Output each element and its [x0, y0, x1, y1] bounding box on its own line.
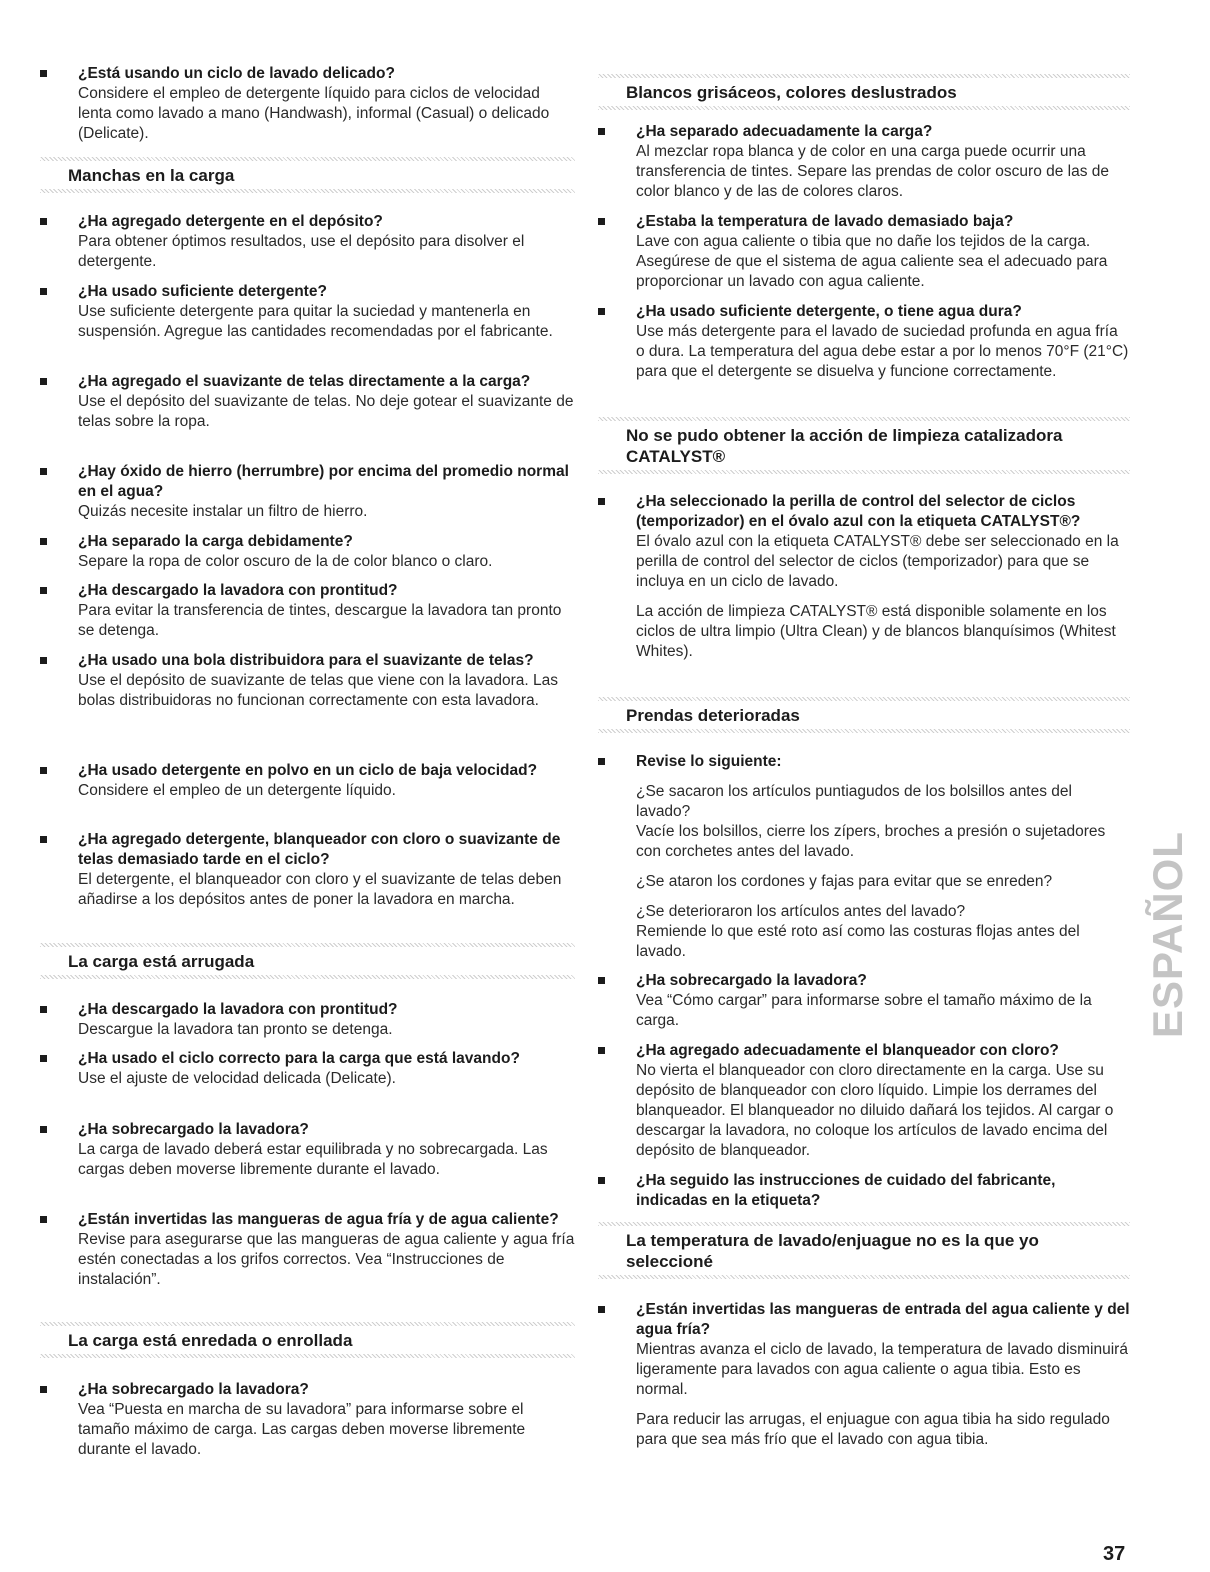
- section-rule: [598, 106, 1130, 110]
- item-answer: Use más detergente para el lavado de suciedad profunda en agua fría o dura. La temperatura del agua debe estar a por lo menos 70°F (21°C) para que el detergente se disuelva y funcione correctamente.: [636, 323, 1129, 380]
- bullet-icon: [598, 1306, 605, 1313]
- section-title: La temperatura de lavado/enjuague no es la que yo seleccioné: [626, 1231, 1039, 1271]
- section-title: Blancos grisáceos, colores deslustrados: [626, 83, 957, 102]
- item-answer: No vierta el blanqueador con cloro directamente en la carga. Use su depósito de blanqueador con cloro líquido. Limpie los derrames del blanqueador. El blanqueador no diluido dañará los tejidos. Al cargar o descargar la lavadora, no coloque los artículos de lavado encima del depósito de blanqueador.: [636, 1062, 1114, 1159]
- troubleshoot-item: [598, 1171, 1130, 1211]
- item-question: ¿Ha agregado adecuadamente el blanqueador con cloro?: [636, 1042, 1059, 1059]
- troubleshoot-item: [40, 1120, 575, 1180]
- section-header: [598, 697, 1130, 733]
- bullet-icon: [40, 1216, 47, 1223]
- item-answer: Para obtener óptimos resultados, use el depósito para disolver el detergente.: [78, 233, 525, 270]
- item-question: ¿Ha descargado la lavadora con prontitud?: [78, 1001, 398, 1018]
- bullet-icon: [40, 836, 47, 843]
- section-header: [40, 943, 575, 979]
- item-answer: Al mezclar ropa blanca y de color en una carga puede ocurrir una transferencia de tintes. Separe las prendas de color oscuro de las de color blanco y de las de colores claros.: [636, 143, 1110, 200]
- section-header: [40, 157, 575, 193]
- item-answer: Use el depósito de suavizante de telas que viene con la lavadora. Las bolas distribuidoras no funcionan correctamente con esta lavadora.: [78, 672, 558, 709]
- bullet-icon: [40, 378, 47, 385]
- bullet-icon: [40, 288, 47, 295]
- item-answer: Mientras avanza el ciclo de lavado, la temperatura de lavado disminuirá ligeramente para lavados con agua caliente o agua tibia. Esto es normal.: [636, 1341, 1128, 1398]
- item-answer: Para reducir las arrugas, el enjuague con agua tibia ha sido regulado para que sea más frío que el lavado con agua tibia.: [636, 1411, 1110, 1448]
- troubleshoot-item: [40, 532, 575, 572]
- item-answer: Para evitar la transferencia de tintes, descargue la lavadora tan pronto se detenga.: [78, 602, 562, 639]
- item-question: ¿Ha sobrecargado la lavadora?: [78, 1381, 309, 1398]
- item-question: ¿Ha seleccionado la perilla de control del selector de ciclos (temporizador) en el óvalo azul con la etiqueta CATALYST®?: [636, 493, 1081, 530]
- section-header: [40, 1322, 575, 1358]
- bullet-icon: [40, 1126, 47, 1133]
- item-answer: Remiende lo que esté roto así como las costuras flojas antes del lavado.: [636, 923, 1080, 960]
- section-title: Prendas deterioradas: [626, 706, 800, 725]
- item-answer: El óvalo azul con la etiqueta CATALYST® debe ser seleccionado en la perilla de control del selector de ciclos (temporizador) para que se incluya en un ciclo de lavado.: [636, 533, 1119, 590]
- item-answer: La carga de lavado deberá estar equilibrada y no sobrecargada. Las cargas deben moverse libremente durante el lavado.: [78, 1141, 548, 1178]
- bullet-icon: [40, 1055, 47, 1062]
- troubleshoot-item: [598, 212, 1130, 292]
- item-answer: Use suficiente detergente para quitar la suciedad y mantenerla en suspensión. Agregue las cantidades recomendadas por el fabricante.: [78, 303, 553, 340]
- item-question: ¿Ha usado suficiente detergente, o tiene agua dura?: [636, 303, 1022, 320]
- section-title: La carga está arrugada: [68, 952, 255, 971]
- bullet-icon: [598, 218, 605, 225]
- section-title: La carga está enredada o enrollada: [68, 1331, 353, 1350]
- bullet-icon: [598, 977, 605, 984]
- troubleshoot-item: [40, 282, 575, 342]
- checklist-item: [598, 752, 1130, 962]
- item-question: ¿Ha usado una bola distribuidora para el suavizante de telas?: [78, 652, 534, 669]
- item-question: ¿Ha usado el ciclo correcto para la carga que está lavando?: [78, 1050, 520, 1067]
- troubleshoot-item: [598, 1300, 1130, 1450]
- item-question: ¿Ha usado detergente en polvo en un ciclo de baja velocidad?: [78, 762, 538, 779]
- item-answer: ¿Se deterioraron los artículos antes del lavado?: [636, 903, 966, 920]
- troubleshoot-item: [40, 1210, 575, 1290]
- bullet-icon: [40, 538, 47, 545]
- item-question: ¿Está usando un ciclo de lavado delicado?: [78, 65, 395, 82]
- bullet-icon: [40, 587, 47, 594]
- language-side-tab: [1143, 812, 1193, 1057]
- bullet-icon: [40, 1386, 47, 1393]
- item-question: ¿Estaba la temperatura de lavado demasiado baja?: [636, 213, 1014, 230]
- section-header: [598, 74, 1130, 110]
- item-answer: Descargue la lavadora tan pronto se detenga.: [78, 1021, 393, 1038]
- troubleshoot-item: [40, 651, 575, 711]
- troubleshoot-item: [40, 1380, 575, 1460]
- section-title: No se pudo obtener la acción de limpieza catalizadora CATALYST®: [626, 426, 1063, 466]
- troubleshoot-item: [40, 830, 575, 910]
- item-question: ¿Ha usado suficiente detergente?: [78, 283, 327, 300]
- bullet-icon: [40, 70, 47, 77]
- bullet-icon: [40, 1006, 47, 1013]
- bullet-icon: [598, 1177, 605, 1184]
- item-answer: Considere el empleo de detergente líquido para ciclos de velocidad lenta como lavado a mano (Handwash), informal (Casual) o delicado (Delicate).: [78, 85, 550, 142]
- item-question: ¿Ha agregado el suavizante de telas directamente a la carga?: [78, 373, 531, 390]
- troubleshoot-item: [40, 1000, 575, 1040]
- troubleshoot-item: [40, 212, 575, 272]
- troubleshoot-item: [598, 971, 1130, 1031]
- troubleshoot-item: [40, 1049, 575, 1089]
- section-header: [598, 1222, 1130, 1279]
- item-question: ¿Hay óxido de hierro (herrumbre) por encima del promedio normal en el agua?: [78, 463, 569, 500]
- bullet-icon: [598, 758, 605, 765]
- bullet-icon: [598, 498, 605, 505]
- item-question: ¿Están invertidas las mangueras de entrada del agua caliente y del agua fría?: [636, 1301, 1130, 1338]
- section-title: Manchas en la carga: [68, 166, 235, 185]
- item-answer: ¿Se sacaron los artículos puntiagudos de los bolsillos antes del lavado?: [636, 783, 1072, 820]
- troubleshoot-item: [598, 1041, 1130, 1161]
- section-rule: [40, 189, 575, 193]
- item-answer: Considere el empleo de un detergente líquido.: [78, 782, 396, 799]
- item-answer: La acción de limpieza CATALYST® está disponible solamente en los ciclos de ultra limpio (Ultra Clean) y de blancos blanquísimos (Whitest Whites).: [636, 603, 1116, 660]
- item-answer: Separe la ropa de color oscuro de la de color blanco o claro.: [78, 553, 493, 570]
- item-question: ¿Ha separado adecuadamente la carga?: [636, 123, 933, 140]
- item-answer: Revise para asegurarse que las mangueras de agua caliente y agua fría estén conectadas a los grifos correctos. Vea “Instrucciones de instalación”.: [78, 1231, 575, 1288]
- item-question: ¿Ha sobrecargado la lavadora?: [636, 972, 867, 989]
- item-answer: Lave con agua caliente o tibia que no dañe los tejidos de la carga. Asegúrese de que el sistema de agua caliente sea el adecuado para proporcionar un lavado con agua caliente.: [636, 233, 1108, 290]
- side-tab-label: ESPAÑOL: [1144, 831, 1191, 1038]
- item-question: ¿Ha agregado detergente, blanqueador con cloro o suavizante de telas demasiado tarde en el ciclo?: [78, 831, 561, 868]
- bullet-icon: [40, 767, 47, 774]
- section-rule: [40, 1354, 575, 1358]
- troubleshoot-item: [40, 64, 575, 144]
- section-header: [598, 417, 1130, 474]
- troubleshoot-item: [598, 302, 1130, 382]
- item-question: ¿Ha sobrecargado la lavadora?: [78, 1121, 309, 1138]
- item-question: ¿Ha separado la carga debidamente?: [78, 533, 353, 550]
- item-answer: Vea “Cómo cargar” para informarse sobre el tamaño máximo de la carga.: [636, 992, 1092, 1029]
- troubleshoot-item: [40, 581, 575, 641]
- item-answer: Vea “Puesta en marcha de su lavadora” para informarse sobre el tamaño máximo de carga. Las cargas deben moverse libremente durante el lavado.: [78, 1401, 526, 1458]
- section-rule: [598, 470, 1130, 474]
- section-rule: [598, 729, 1130, 733]
- section-rule: [598, 1275, 1130, 1279]
- troubleshoot-item: [40, 761, 575, 801]
- troubleshoot-item: [40, 372, 575, 432]
- item-question: ¿Ha agregado detergente en el depósito?: [78, 213, 383, 230]
- item-answer: Quizás necesite instalar un filtro de hierro.: [78, 503, 368, 520]
- item-question: ¿Están invertidas las mangueras de agua fría y de agua caliente?: [78, 1211, 559, 1228]
- section-rule: [40, 975, 575, 979]
- troubleshoot-item: [598, 122, 1130, 202]
- item-answer: Vacíe los bolsillos, cierre los zípers, broches a presión o sujetadores con corchetes antes del lavado.: [636, 823, 1106, 860]
- page-number: 37: [1103, 1543, 1126, 1565]
- bullet-icon: [40, 468, 47, 475]
- troubleshoot-item: [598, 492, 1130, 662]
- item-question: Revise lo siguiente:: [636, 753, 782, 770]
- bullet-icon: [40, 218, 47, 225]
- item-answer: El detergente, el blanqueador con cloro y el suavizante de telas deben añadirse a los depósitos antes de poner la lavadora en marcha.: [78, 871, 562, 908]
- bullet-icon: [40, 657, 47, 664]
- bullet-icon: [598, 1047, 605, 1054]
- bullet-icon: [598, 128, 605, 135]
- item-answer: Use el ajuste de velocidad delicada (Delicate).: [78, 1070, 396, 1087]
- item-question: ¿Ha seguido las instrucciones de cuidado del fabricante, indicadas en la etiqueta?: [636, 1172, 1056, 1209]
- item-question: ¿Ha descargado la lavadora con prontitud?: [78, 582, 398, 599]
- item-answer: ¿Se ataron los cordones y fajas para evitar que se enreden?: [636, 873, 1053, 890]
- bullet-icon: [598, 308, 605, 315]
- item-answer: Use el depósito del suavizante de telas. No deje gotear el suavizante de telas sobre la ropa.: [78, 393, 574, 430]
- troubleshoot-item: [40, 462, 575, 522]
